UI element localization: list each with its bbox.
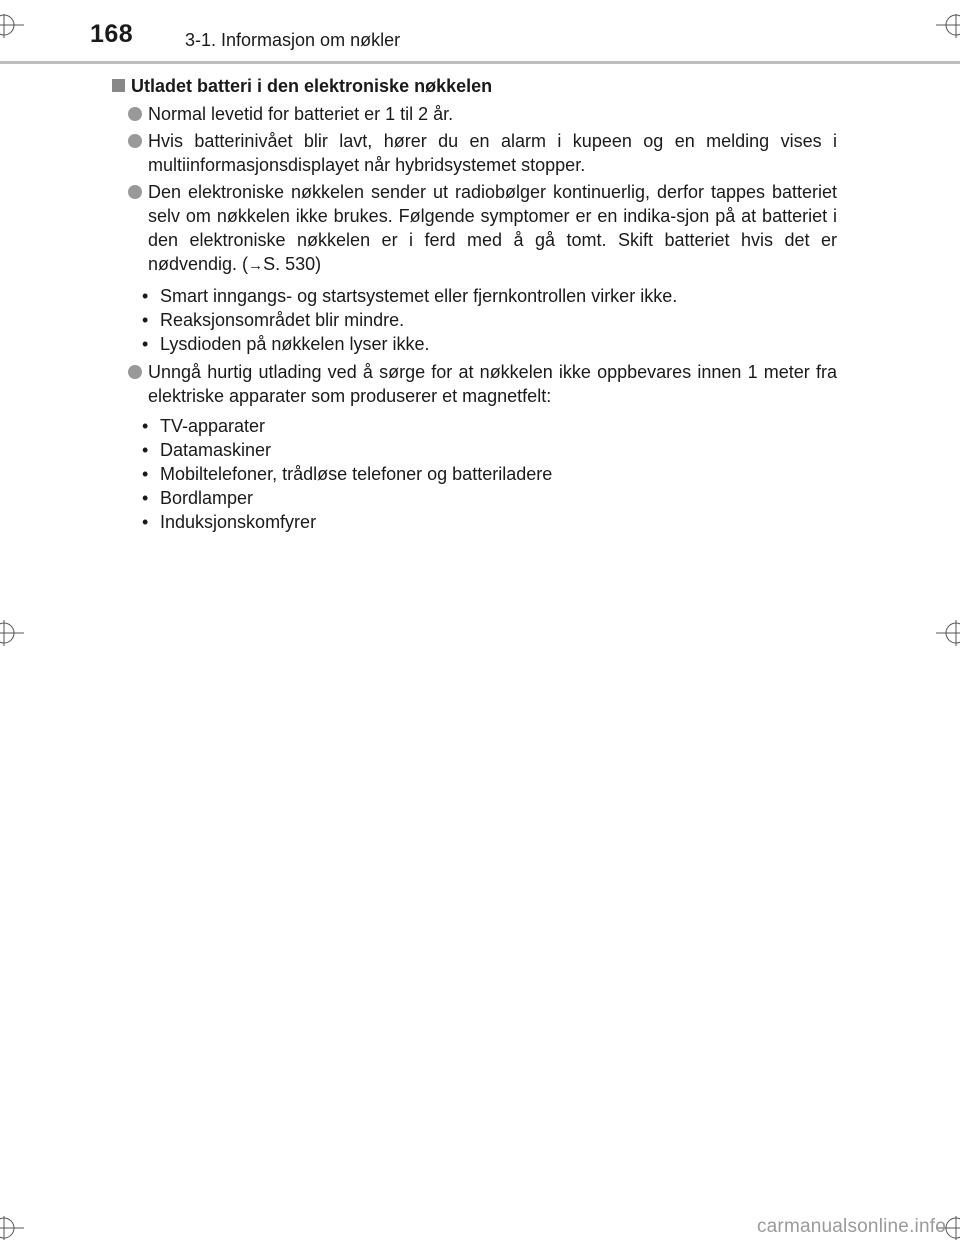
page-reference-link[interactable]: S. 530) [263,254,322,274]
arrow-right-icon: → [248,257,264,274]
circle-bullet-icon [128,134,142,148]
section-heading [112,74,837,98]
registration-mark-icon [934,14,960,40]
bullet-text: Den elektroniske nøkkelen sender ut radiobølger kontinuerlig, derfor tappes batteriet selv om nøkkelen ikke brukes. Følgende symptomer er en indika-sjon på at batteriet i den elektroniske nøkkelen er i ferd med å gå tomt. Skift batteriet hvis det er nødvendig. ( [148,182,837,274]
circle-bullet-icon [128,107,142,121]
page-content [112,74,837,538]
list-item: • Induksjonskomfyrer [142,512,317,532]
bullet-item [128,129,837,177]
list-item: • Smart inngangs- og startsystemet eller fjernkontrollen virker ikke. [142,286,678,306]
appliance-list [142,414,837,534]
list-item: • Reaksjonsområdet blir mindre. [142,310,405,330]
registration-mark-icon [0,620,26,646]
watermark-logo: carmanualsonline.info [756,1216,946,1237]
header-divider [0,61,960,64]
bullet-text: Hvis batterinivået blir lavt, hører du en alarm i kupeen og en melding vises i multiinformasjonsdisplayet når hybridsystemet stopper. [148,131,837,175]
list-item: • Mobiltelefoner, trådløse telefoner og batteriladere [142,464,553,484]
list-item: • TV-apparater [142,416,266,436]
registration-mark-icon [0,14,26,40]
list-item: • Lysdioden på nøkkelen lyser ikke. [142,334,430,354]
square-bullet-icon [112,79,125,92]
bullet-text: Unngå hurtig utlading ved å sørge for at nøkkelen ikke oppbevares innen 1 meter fra elektriske apparater som produserer et magnetfelt: [148,362,837,406]
list-item: • Datamaskiner [142,440,272,460]
bullet-item [128,180,837,278]
section-heading-text: Utladet batteri i den elektroniske nøkkelen [131,76,493,96]
chapter-title: 3-1. Informasjon om nøkler [185,30,401,50]
list-item: • Bordlamper [142,488,254,508]
page-number: 168 [90,20,134,48]
circle-bullet-icon [128,185,142,199]
bullet-item [128,102,837,126]
bullet-text-block [148,180,837,278]
symptom-list [142,284,837,356]
circle-bullet-icon [128,365,142,379]
registration-mark-icon [0,1214,26,1240]
bullet-item [128,360,837,408]
bullet-text: Normal levetid for batteriet er 1 til 2 år. [148,104,454,124]
registration-mark-icon [934,620,960,646]
